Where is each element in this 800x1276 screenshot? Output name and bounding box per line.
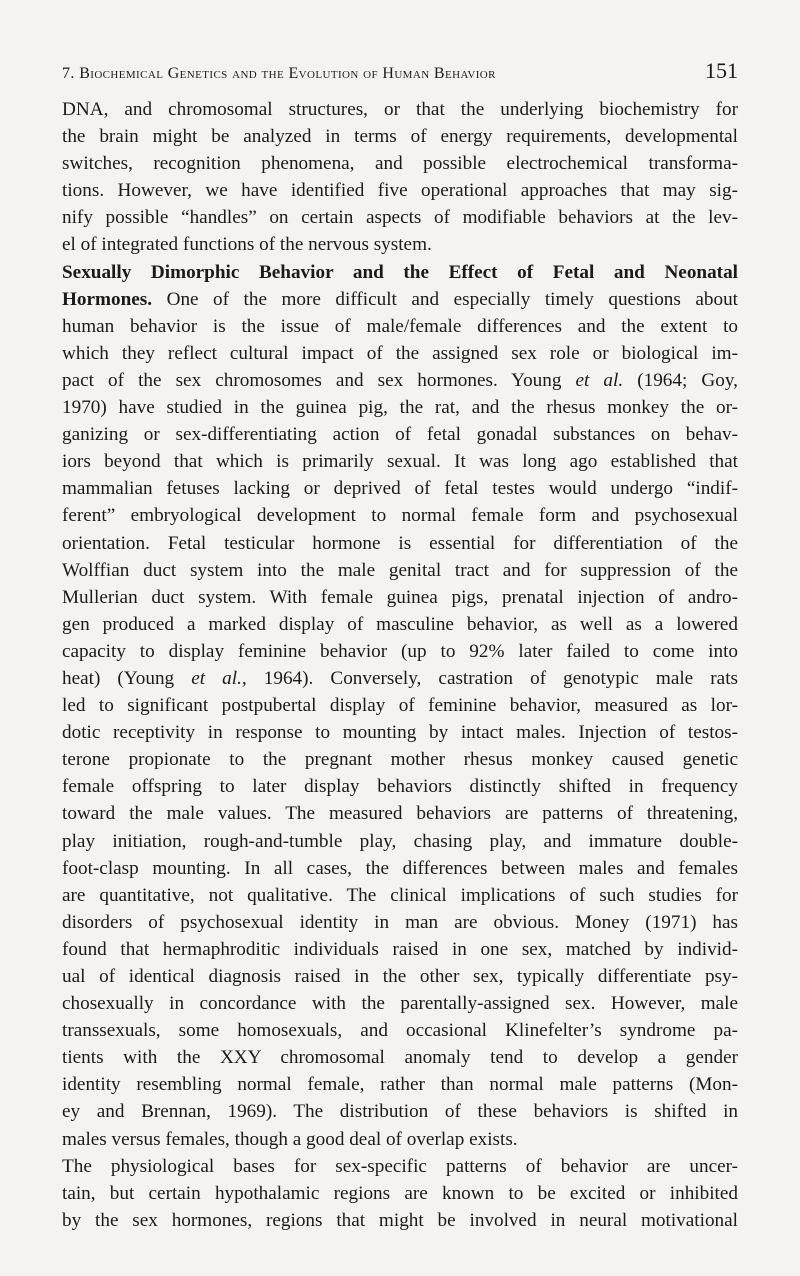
text-line: ganizing or sex-differentiating action of fetal gonadal substances on behav- [62, 424, 738, 446]
text-line: mammalian fetuses lacking or deprived of fetal testes would undergo “indif- [62, 478, 738, 500]
text-line: The physiological bases for sex-specific patterns of behavior are uncer- [62, 1155, 738, 1177]
text-line: disorders of psychosexual identity in man are obvious. Money (1971) has [62, 911, 738, 933]
text-line: males versus females, though a good deal of overlap exists. [62, 1128, 518, 1150]
text-line: 1970) have studied in the guinea pig, the rat, and the rhesus monkey the or- [62, 397, 738, 419]
text-line: DNA, and chromosomal structures, or that the underlying biochemistry for [62, 99, 738, 120]
text-line: chosexually in concordance with the parentally-assigned sex. However, male [62, 993, 738, 1015]
text-line: capacity to display feminine behavior (up to 92% later failed to come into [62, 640, 738, 662]
text-line: tain, but certain hypothalamic regions are known to be excited or inhibited [62, 1182, 738, 1204]
text-line: led to significant postpubertal display of feminine behavior, measured as lor- [62, 695, 738, 717]
text-line: toward the male values. The measured behaviors are patterns of threatening, [62, 803, 738, 825]
section-heading-end: Hormones. [62, 288, 153, 310]
text-line: switches, recognition phenomena, and possible electrochemical transforma- [62, 153, 738, 175]
text-line: transsexuals, some homosexuals, and occasional Klinefelter’s syndrome pa- [62, 1020, 738, 1042]
text-line: Wolffian duct system into the male genital tract and for suppression of the [62, 559, 738, 581]
running-head [62, 58, 738, 96]
text-line: gen produced a marked display of masculine behavior, as well as a lowered [62, 613, 738, 635]
text-line: iors beyond that which is primarily sexual. It was long ago established that [62, 451, 738, 473]
text-line: nify possible “handles” on certain aspects of modifiable behaviors at the lev- [62, 207, 738, 229]
paragraph-2 [62, 259, 738, 1153]
text-line: foot-clasp mounting. In all cases, the differences between males and females [62, 857, 738, 879]
text-line: which they reflect cultural impact of the assigned sex role or biological im- [62, 342, 738, 364]
text-line: ferent” embryological development to normal female form and psychosexual [62, 505, 738, 527]
text-line: identity resembling normal female, rather than normal male patterns (Mon- [62, 1074, 738, 1096]
text-line: female offspring to later display behaviors distinctly shifted in frequency [62, 776, 738, 798]
text-line: tions. However, we have identified five operational approaches that may sig- [62, 180, 738, 202]
paragraph-1 [62, 96, 738, 259]
section-heading: Sexually Dimorphic Behavior and the Effect of Fetal and Neonatal [62, 261, 738, 283]
body-text [62, 96, 738, 1234]
text-line: play initiation, rough-and-tumble play, chasing play, and immature double- [62, 830, 738, 852]
text-line: tients with the XXY chromosomal anomaly tend to develop a gender [62, 1047, 738, 1069]
text-line: ey and Brennan, 1969). The distribution of these behaviors is shifted in [62, 1101, 738, 1123]
paragraph-3 [62, 1153, 738, 1234]
page-number: 151 [705, 58, 738, 83]
chapter-title: 7. Biochemical Genetics and the Evolution of Human Behavior [62, 65, 496, 82]
text-line: found that hermaphroditic individuals raised in one sex, matched by individ- [62, 938, 738, 960]
text-line: Mullerian duct system. With female guinea pigs, prenatal injection of andro- [62, 586, 738, 608]
text-line: heat) (Young et al., 1964). Conversely, castration of genotypic male rats [62, 667, 738, 689]
text-line: pact of the sex chromosomes and sex hormones. Young et al. (1964; Goy, [62, 369, 738, 391]
text-line: are quantitative, not qualitative. The clinical implications of such studies for [62, 884, 738, 906]
text-line: Hormones. One of the more difficult and especially timely questions about [62, 288, 738, 310]
text-line: dotic receptivity in response to mounting by intact males. Injection of testos- [62, 722, 738, 744]
text-line: el of integrated functions of the nervous system. [62, 234, 432, 256]
text-line: human behavior is the issue of male/female differences and the extent to [62, 315, 738, 337]
page-content [62, 58, 738, 1234]
text-line: orientation. Fetal testicular hormone is essential for differentiation of the [62, 532, 738, 554]
text-line: the brain might be analyzed in terms of energy requirements, developmental [62, 126, 738, 148]
text-line: ual of identical diagnosis raised in the other sex, typically differentiate psy- [62, 966, 738, 987]
text-line: by the sex hormones, regions that might be involved in neural motivational [62, 1209, 738, 1231]
text-line: terone propionate to the pregnant mother rhesus monkey caused genetic [62, 749, 738, 771]
